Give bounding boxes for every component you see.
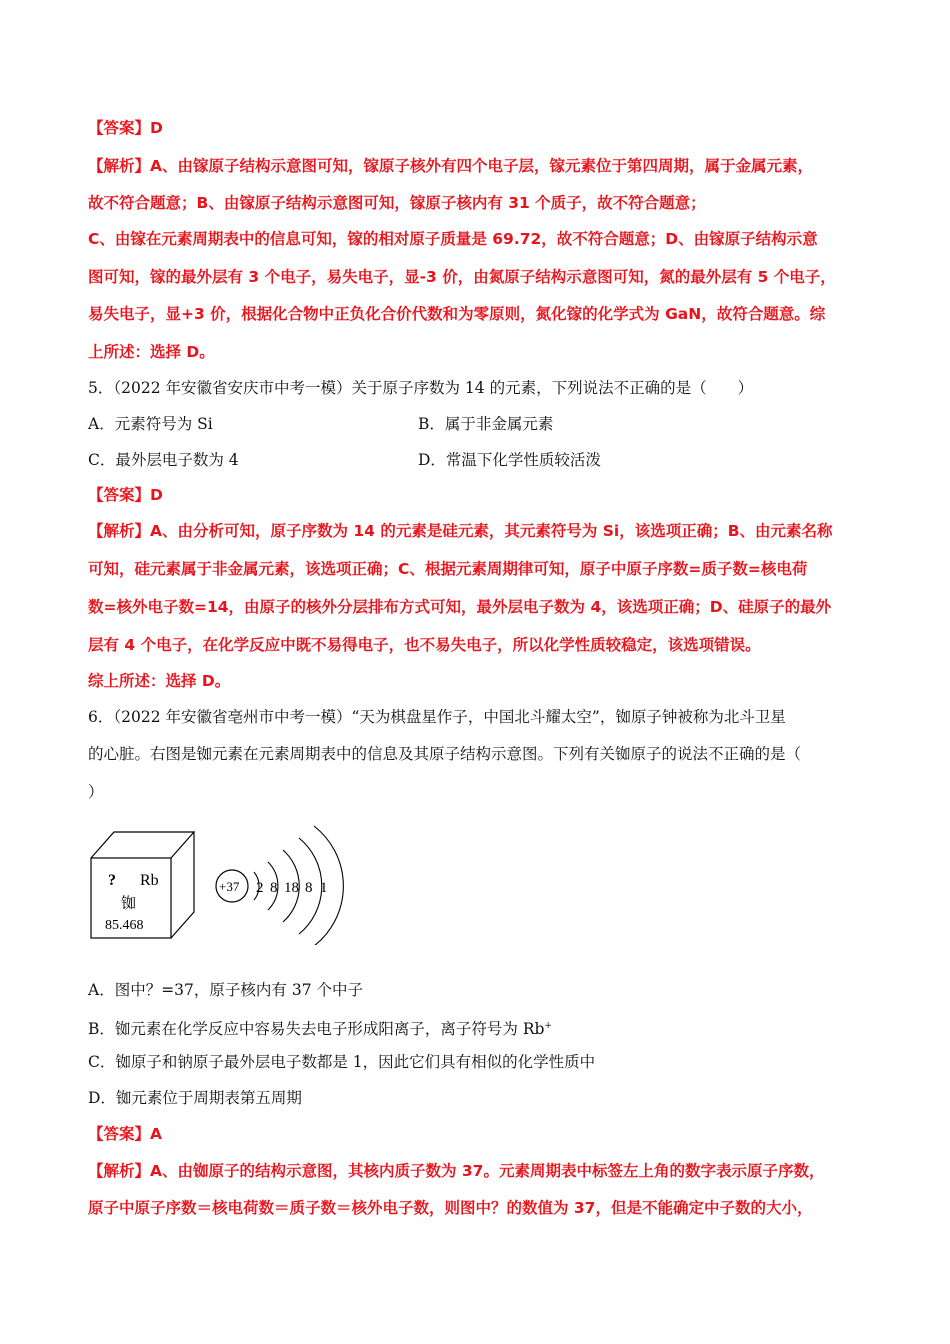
cell-element-name: 铷 (121, 896, 137, 912)
rubidium-figure (88, 810, 348, 945)
q5-option-b: B．属于非金属元素 (418, 415, 554, 433)
analysis-line: 【解析】A、由镓原子结构示意图可知，镓原子核外有四个电子层，镓元素位于第四周期，属于金属元素， (88, 157, 813, 175)
answer-tag: 【答案】 (88, 119, 151, 137)
q5-analysis-line: 【解析】A、由分析可知，原子序数为 14 的元素是硅元素，其元素符号为 Si，该选项正确；B、由元素名称 (88, 522, 833, 540)
question-5-stem: 5．（2022 年安徽省安庆市中考一模）关于原子序数为 14 的元素，下列说法不正确的是（ ） (88, 379, 754, 397)
q6-answer-line (88, 1124, 162, 1144)
q6-option-b (88, 1016, 552, 1039)
answer-line-1 (88, 118, 163, 138)
shell-1-electrons: 2 (256, 880, 264, 896)
q5-analysis-line: 综上所述：选择 D。 (88, 672, 231, 690)
q5-option-a: A．元素符号为 Si (88, 415, 213, 433)
question-6-stem-line: 6．（2022 年安徽省亳州市中考一模）“天为棋盘星作子，中国北斗耀太空”，铷原子钟被称为北斗卫星 (88, 708, 786, 726)
q5-analysis-line: 可知，硅元素属于非金属元素，该选项正确；C、根据元素周期律可知，原子中原子序数=质子数=核电荷 (88, 560, 808, 578)
q5-option-d: D．常温下化学性质较活泼 (418, 451, 601, 469)
analysis-line: 上所述：选择 D。 (88, 343, 215, 361)
cell-atomic-number: ? (108, 872, 116, 889)
shell-3-electrons: 18 (284, 880, 299, 896)
answer-tag: 【答案】 (88, 486, 151, 504)
answer-value: A (150, 1125, 163, 1143)
shell-5-electrons: 1 (320, 880, 328, 896)
q6-option-c: C．铷原子和钠原子最外层电子数都是 1，因此它们具有相似的化学性质中 (88, 1053, 596, 1071)
q5-answer-line (88, 485, 163, 505)
answer-value: D (150, 119, 163, 137)
shell-4-electrons: 8 (305, 880, 313, 896)
cell-atomic-mass: 85.468 (105, 918, 144, 933)
q6-analysis-line: 【解析】A、由铷原子的结构示意图，其核内质子数为 37。元素周期表中标签左上角的数字表示原子序数， (88, 1162, 825, 1180)
q5-option-c: C．最外层电子数为 4 (88, 451, 239, 469)
q6-option-d: D．铷元素位于周期表第五周期 (88, 1089, 302, 1107)
question-6-stem-line: 的心脏。右图是铷元素在元素周期表中的信息及其原子结构示意图。下列有关铷原子的说法不正确的是（ (88, 745, 802, 763)
nucleus-charge: +37 (219, 879, 240, 894)
analysis-line: 易失电子，显+3 价，根据化合物中正负化合价代数和为零原则，氮化镓的化学式为 GaN，故符合题意。综 (88, 305, 826, 323)
analysis-line: C、由镓在元素周期表中的信息可知，镓的相对原子质量是 69.72，故不符合题意；D、由镓原子结构示意 (88, 230, 818, 248)
q6-option-b-text: B．铷元素在化学反应中容易失去电子形成阳离子，离子符号为 Rb (88, 1020, 545, 1038)
question-6-stem-line: ） (88, 783, 104, 801)
rubidium-diagram (88, 810, 348, 945)
cell-symbol: Rb (140, 872, 159, 889)
q5-analysis-line: 层有 4 个电子，在化学反应中既不易得电子，也不易失电子，所以化学性质较稳定，该选项错误。 (88, 636, 761, 654)
q6-option-a: A．图中？=37，原子核内有 37 个中子 (88, 981, 363, 999)
analysis-line: 图可知，镓的最外层有 3 个电子，易失电子，显-3 价，由氮原子结构示意图可知，氮的最外层有 5 个电子， (88, 268, 836, 286)
q6-analysis-line: 原子中原子序数＝核电荷数＝质子数＝核外电子数，则图中？的数值为 37，但是不能确定中子数的大小， (88, 1199, 813, 1217)
q6-option-b-superscript: + (544, 1021, 552, 1031)
analysis-line: 故不符合题意；B、由镓原子结构示意图可知，镓原子核内有 31 个质子，故不符合题意； (88, 194, 706, 212)
answer-tag: 【答案】 (88, 1125, 151, 1143)
q5-analysis-line: 数=核外电子数=14，由原子的核外分层排布方式可知，最外层电子数为 4，该选项正确；D、硅原子的最外 (88, 598, 832, 616)
shell-2-electrons: 8 (270, 880, 278, 896)
answer-value: D (150, 486, 163, 504)
